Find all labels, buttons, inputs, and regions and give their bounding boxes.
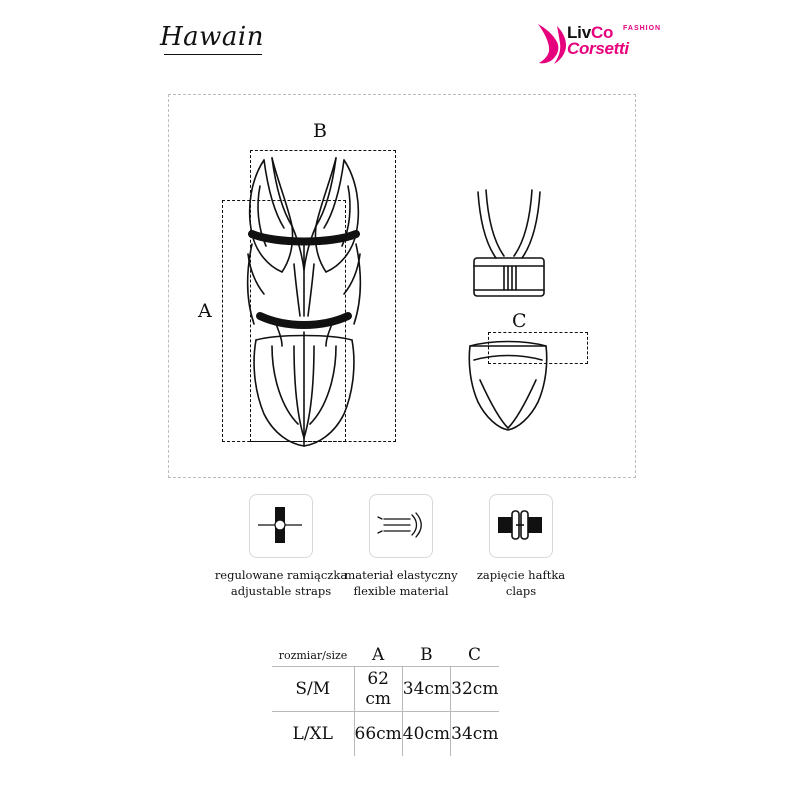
size-row-1-b: 40cm [402,712,450,757]
brand-logo [535,22,662,68]
feature-list [168,494,634,614]
size-row-0-b: 34cm [402,667,450,712]
feature-caption-2-pl: materiał elastyczny [344,568,458,582]
measure-label-b: B [313,120,327,142]
table-row [272,712,499,757]
measure-label-c: C [512,310,527,332]
size-table-header-c: C [451,644,499,667]
flexible-material-icon [369,494,433,558]
adjustable-straps-icon [249,494,313,558]
size-table-header-b: B [402,644,450,667]
garment-illustrations [168,94,634,476]
size-row-0-a: 62 cm [354,667,402,712]
feature-caption-1-en: adjustable straps [230,583,332,598]
size-table [272,644,499,756]
product-name [160,22,264,55]
table-row [272,667,499,712]
logo-corsetti-text: Corsetti [567,38,629,58]
logo-fashion-text: FASHION [623,25,662,32]
size-table-header-label: rozmiar/size [272,644,354,667]
feature-caption-3 [446,568,596,599]
feature-caption-3-pl: zapięcie haftka [476,568,566,582]
product-name-underline [164,54,262,55]
feature-hook-clasps [446,494,596,599]
size-row-1-label: L/XL [272,712,354,757]
size-row-0-c: 32cm [451,667,499,712]
size-row-1-a: 66cm [354,712,402,757]
feature-caption-3-en: claps [505,583,537,598]
feature-caption-1-pl: regulowane ramiączka [214,568,348,582]
feature-caption-2-en: flexible material [353,583,449,598]
logo-co-text: Co [590,23,614,42]
measure-label-a: A [198,300,212,322]
logo-mark-icon [535,22,569,66]
size-row-0-label: S/M [272,667,354,712]
product-name-text: Hawain [160,22,264,52]
size-table-header-a: A [354,644,402,667]
logo-liv-text: Liv [567,23,591,42]
logo-wordmark [567,23,662,58]
size-table-header-row [272,644,499,667]
hook-clasps-icon [489,494,553,558]
size-row-1-c: 34cm [451,712,499,757]
